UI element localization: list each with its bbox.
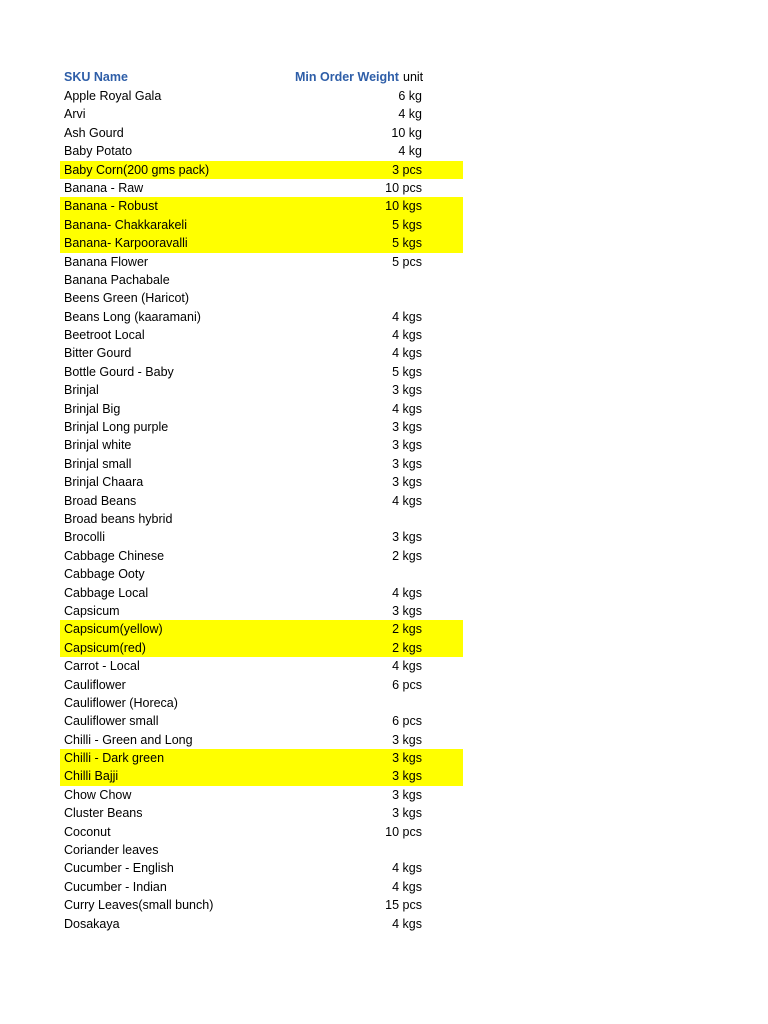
sku-name-cell: Dosakaya [64,916,120,931]
table-row [60,142,463,160]
min-order-qty-cell: 3 kgs [392,438,422,453]
min-order-qty-cell: 3 kgs [392,787,422,802]
table-row [60,436,463,454]
table-row [60,400,463,418]
sku-name-cell: Cabbage Chinese [64,548,165,563]
sku-name-cell: Banana Pachabale [64,272,170,287]
sku-name-cell: Cluster Beans [64,806,143,821]
sku-name-cell: Broad beans hybrid [64,511,173,526]
sku-name-cell: Chilli - Green and Long [64,732,193,747]
sku-name-cell: Cauliflower small [64,714,159,729]
sku-name-cell: Carrot - Local [64,659,140,674]
table-row [60,639,463,657]
sku-name-cell: Brocolli [64,530,105,545]
sku-name-cell: Capsicum(red) [64,640,146,655]
table-row [60,344,463,362]
min-order-qty-cell: 3 kgs [392,475,422,490]
sku-name-cell: Bitter Gourd [64,346,132,361]
sku-name-cell: Ash Gourd [64,125,124,140]
min-order-qty-cell: 3 kgs [392,732,422,747]
sku-name-cell: Banana - Robust [64,199,158,214]
table-row [60,694,463,712]
sku-name-cell: Arvi [64,107,86,122]
sku-name-cell: Coriander leaves [64,843,159,858]
table-row [60,712,463,730]
min-order-qty-cell: 3 kgs [392,530,422,545]
table-row [60,859,463,877]
sku-name-cell: Brinjal Chaara [64,475,144,490]
min-order-qty-cell: 4 kgs [392,309,422,324]
min-order-qty-cell: 3 kgs [392,456,422,471]
min-order-qty-cell: 3 kgs [392,751,422,766]
table-row [60,234,463,252]
min-order-qty-cell: 3 kgs [392,603,422,618]
table-row [60,418,463,436]
min-order-qty-cell: 5 kgs [392,217,422,232]
min-order-qty-cell: 5 pcs [392,254,422,269]
table-row [60,455,463,473]
min-order-qty-cell: 2 kgs [392,640,422,655]
sku-name-cell: Brinjal Big [64,401,121,416]
min-order-qty-cell: 10 pcs [385,180,422,195]
sku-name-cell: Capsicum [64,603,120,618]
sku-name-cell: Banana Flower [64,254,149,269]
min-order-qty-cell: 6 pcs [392,677,422,692]
sku-name-cell: Brinjal small [64,456,132,471]
table-row [60,216,463,234]
table-row [60,823,463,841]
sku-name-cell: Beens Green (Haricot) [64,291,190,306]
table-row [60,749,463,767]
table-row [60,676,463,694]
table-row [60,896,463,914]
table-row [60,528,463,546]
sku-name-cell: Curry Leaves(small bunch) [64,898,214,913]
table-row [60,105,463,123]
table-row [60,878,463,896]
table-row [60,602,463,620]
min-order-qty-cell: 4 kgs [392,861,422,876]
sku-name-cell: Cauliflower [64,677,126,692]
table-row [60,804,463,822]
table-row [60,161,463,179]
sku-name-cell: Baby Potato [64,144,133,159]
sku-name-cell: Beans Long (kaaramani) [64,309,201,324]
min-order-qty-cell: 6 pcs [392,714,422,729]
min-order-qty-cell: 3 kgs [392,420,422,435]
table-row [60,124,463,142]
table-row [60,271,463,289]
sku-name-cell: Cauliflower (Horeca) [64,695,178,710]
sku-name-cell: Capsicum(yellow) [64,622,163,637]
min-order-qty-cell: 10 kg [391,125,422,140]
table-row [60,584,463,602]
table-row [60,731,463,749]
sku-name-cell: Coconut [64,824,111,839]
min-order-qty-cell: 10 kgs [385,199,422,214]
sku-name-cell: Baby Corn(200 gms pack) [64,162,210,177]
min-order-qty-cell: 10 pcs [385,824,422,839]
min-order-qty-cell: 5 kgs [392,364,422,379]
sku-name-cell: Chilli - Dark green [64,751,165,766]
min-order-qty-cell: 4 kgs [392,401,422,416]
table-header [60,68,463,87]
sku-name-cell: Banana - Raw [64,180,144,195]
min-order-qty-cell: 4 kgs [392,328,422,343]
sku-name-cell: Banana- Karpooravalli [64,236,188,251]
min-order-qty-cell: 3 pcs [392,162,422,177]
sku-name-cell: Brinjal [64,383,99,398]
min-order-qty-cell: 15 pcs [385,898,422,913]
sku-name-header: SKU Name [64,70,128,84]
sku-name-cell: Cabbage Local [64,585,149,600]
table-body [60,87,463,933]
min-order-qty-cell: 4 kg [398,144,422,159]
table-row [60,565,463,583]
table-row [60,253,463,271]
min-order-qty-cell: 5 kgs [392,236,422,251]
table-row [60,841,463,859]
min-order-qty-cell: 6 kg [398,89,422,103]
min-order-qty-cell: 3 kgs [392,806,422,821]
sku-name-cell: Cucumber - English [64,861,174,876]
min-order-qty-cell: 4 kgs [392,585,422,600]
unit-header: unit [403,70,424,84]
table-row [60,510,463,528]
min-order-qty-cell: 3 kgs [392,769,422,784]
table-row [60,492,463,510]
sku-name-cell: Beetroot Local [64,328,145,343]
table-row [60,473,463,491]
table-row [60,179,463,197]
min-order-qty-cell: 2 kgs [392,548,422,563]
table-row [60,289,463,307]
sku-name-cell: Apple Royal Gala [64,89,162,103]
sku-name-cell: Chow Chow [64,787,132,802]
table-row [60,363,463,381]
min-order-qty-cell: 3 kgs [392,383,422,398]
table-row [60,87,463,105]
table-row [60,326,463,344]
min-order-weight-header: Min Order Weight [295,70,399,84]
sku-name-cell: Cabbage Ooty [64,567,145,582]
table-row [60,767,463,785]
table-row [60,547,463,565]
table-row [60,381,463,399]
table-row [60,915,463,933]
min-order-qty-cell: 4 kgs [392,916,422,931]
min-order-qty-cell: 4 kgs [392,879,422,894]
min-order-qty-cell: 4 kgs [392,659,422,674]
min-order-qty-cell: 2 kgs [392,622,422,637]
sku-name-cell: Chilli Bajji [64,769,119,784]
table-row [60,197,463,215]
min-order-qty-cell: 4 kgs [392,346,422,361]
table-row [60,657,463,675]
table-row [60,786,463,804]
sku-name-cell: Banana- Chakkarakeli [64,217,187,232]
sku-name-cell: Brinjal white [64,438,132,453]
sku-name-cell: Cucumber - Indian [64,879,167,894]
sku-name-cell: Brinjal Long purple [64,420,169,435]
table-row [60,620,463,638]
min-order-qty-cell: 4 kg [398,107,422,122]
sku-name-cell: Broad Beans [64,493,137,508]
sku-name-cell: Bottle Gourd - Baby [64,364,174,379]
table-row [60,308,463,326]
min-order-qty-cell: 4 kgs [392,493,422,508]
sku-table [60,68,463,933]
